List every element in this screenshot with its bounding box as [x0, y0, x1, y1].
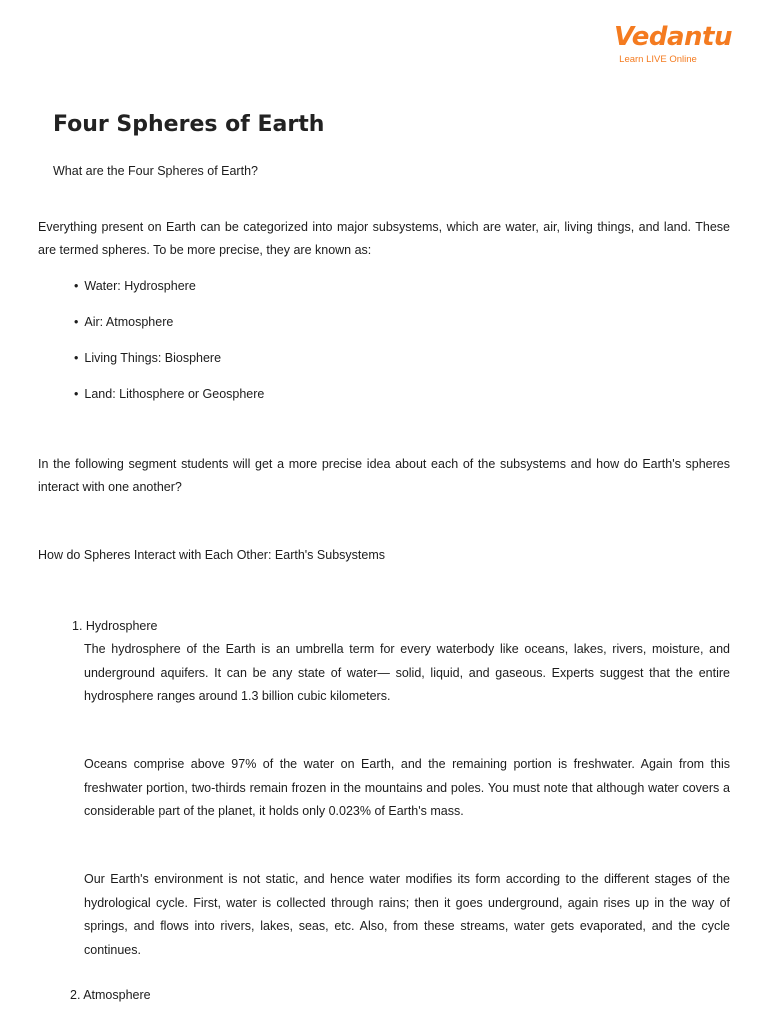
- subsection-heading-atmosphere: 2. Atmosphere: [70, 988, 151, 1002]
- list-item: • Water: Hydrosphere: [74, 274, 264, 310]
- logo-wordmark: Vedantu: [614, 22, 732, 52]
- question-heading: What are the Four Spheres of Earth?: [53, 164, 258, 178]
- spheres-list: [74, 274, 264, 418]
- intro-paragraph: Everything present on Earth can be categorized into major subsystems, which are water, air, living things, and land. These are termed spheres. To be more precise, they are known as:: [38, 220, 730, 257]
- section-heading: How do Spheres Interact with Each Other: Earth's Subsystems: [38, 548, 385, 562]
- hydrosphere-paragraph-2: Oceans comprise above 97% of the water on Earth, and the remaining portion is freshwater. Again from this freshwater portion, two-thirds remain frozen in the mountains and poles. You must note that although water covers a considerable part of the planet, it holds only 0.023% of Earth's mass.: [84, 757, 730, 818]
- hydrosphere-paragraph-1: The hydrosphere of the Earth is an umbrella term for every waterbody like oceans, lakes, rivers, moisture, and underground aquifers. It can be any state of water— solid, liquid, and gaseous. Experts suggest that the entire hydrosphere ranges around 1.3 billion cubic kilometers.: [84, 642, 730, 703]
- list-item: • Living Things: Biosphere: [74, 346, 264, 382]
- logo-tagline: Learn LIVE Online: [619, 54, 697, 65]
- list-item: • Land: Lithosphere or Geosphere: [74, 382, 264, 418]
- subsection-heading-hydrosphere: 1. Hydrosphere: [72, 619, 158, 633]
- hydrosphere-paragraph-3: Our Earth's environment is not static, and hence water modifies its form according to the different stages of the hydrological cycle. First, water is collected through rains; then it goes underground, again rises up in the way of springs, and flows into rivers, lakes, seas, etc. Also, from these streams, water gets evaporated, and the cycle continues.: [84, 872, 730, 957]
- page-title: Four Spheres of Earth: [53, 112, 325, 137]
- list-item: • Air: Atmosphere: [74, 310, 264, 346]
- segment-intro-paragraph: In the following segment students will get a more precise idea about each of the subsystems and how do Earth's spheres interact with one another?: [38, 457, 730, 494]
- vedantu-logo: [614, 22, 732, 66]
